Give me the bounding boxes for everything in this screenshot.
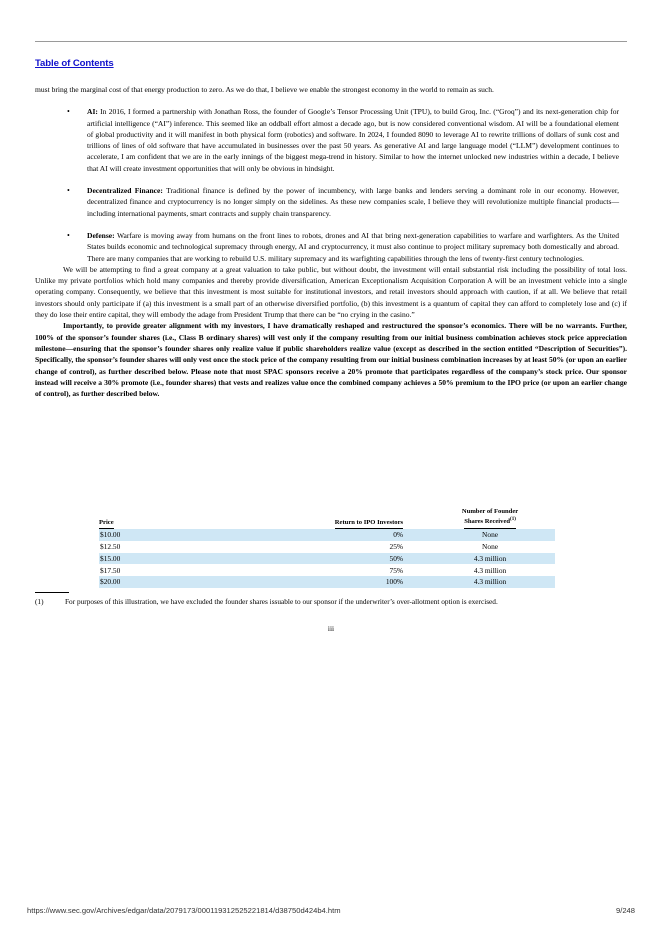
cell-return: 100% [225, 576, 426, 588]
column-header-founder-shares-line2 [464, 516, 516, 528]
bullet-dot-icon: • [67, 186, 70, 196]
source-url: https://www.sec.gov/Archives/edgar/data/2079173/000119312525221814/d38750d424b4.htm [27, 906, 341, 915]
bullet-body-text: Warfare is moving away from humans on the front lines to robots, drones and AI that bring next-generation capabilities to warfare and warfighters. As the United States builds economic and technological supremacy through energy, AI and cryptocurrency, it must also continue to project military supremacy both domestically and abroad. There are many companies that are working to rebuild U.S. military supremacy and its warfighting capabilities through the lens of twenty-first century technologies. [87, 230, 619, 263]
table-header [99, 508, 555, 529]
column-header-return-label: Return to IPO Investors [335, 519, 403, 529]
footnote-text: For purposes of this illustration, we have excluded the founder shares issuable to our sponsor if the underwriter’s over-allotment option is exercised. [65, 597, 498, 606]
alignment-paragraph: Importantly, to provide greater alignment with my investors, I have dramatically reshaped and restructured the sponsor’s economics. There will be no warrants. Further, 100% of the sponsor’s founder shares (i.e., Class B ordinary shares) will vest only if the company resulting from our initial business combination achieves stock price appreciation milestone—ensuring that the sponsor’s founder shares only realize value if public shareholders realize value (except as described in the section entitled “Description of Securities”). Specifically, the sponsor’s founder shares will only vest once the stock price of the company resulting from our initial business combination increases by at least 50% (or upon an earlier change of control), as further described below. Please note that most SPAC sponsors receive a 20% promote that participates regardless of the company’s stock price. Our sponsor instead will receive a 30% promote (i.e., founder shares) that vests and realizes value once the combined company achieves a 50% premium to the IPO price (or upon an earlier change of control), as further described below. [35, 321, 627, 399]
continued-paragraph: must bring the marginal cost of that energy production to zero. As we do that, I believe we enable the strongest economy in the world to remain as such. [35, 85, 494, 94]
footnote-marker: (1) [510, 517, 516, 523]
column-header-price [99, 508, 225, 529]
cell-founder-shares: 4.3 million [425, 553, 555, 565]
table-row [99, 529, 555, 541]
table-row [99, 576, 555, 588]
table-body [99, 529, 555, 588]
cell-founder-shares: None [482, 542, 499, 552]
cell-price: $20.00 [99, 576, 225, 588]
footnote-number: (1) [35, 597, 44, 606]
bullet-dot-icon: • [67, 107, 70, 117]
list-item [67, 185, 619, 219]
cell-price: $12.50 [100, 542, 121, 552]
bullet-lead-label: Defense: [87, 230, 115, 240]
cell-return: 50% [225, 553, 426, 565]
bullet-body-text: Traditional finance is defined by the power of incumbency, with large banks and lenders serving a dominant role in our economy. However, decentralized finance and cryptocurrency is no longer simply on the sidelines. As these new companies scale, I believe they will revolutionize multiple financial products—including international payments, smart contracts and supply chain transparency. [87, 186, 619, 218]
bullet-lead-label: AI: [87, 107, 98, 117]
cell-return: 75% [389, 565, 404, 575]
founder-shares-table [99, 508, 555, 588]
cell-price: $17.50 [100, 565, 121, 575]
cell-return: 25% [389, 542, 404, 552]
browser-print-footer [0, 906, 662, 920]
illustration-table-wrapper [99, 508, 555, 588]
column-header-founder-shares-line1: Number of Founder [461, 508, 519, 515]
bullet-dot-icon: • [67, 230, 70, 240]
page-count: 9/248 [615, 906, 635, 915]
column-header-return [225, 508, 426, 529]
list-item [67, 106, 619, 174]
cell-founder-shares: 4.3 million [425, 576, 555, 588]
risk-paragraph: We will be attempting to find a great company at a great valuation to take public, but without doubt, the investment will entail substantial risk including the possibility of total loss. Unlike my private portfolios which hold many companies and thereby provide diversification, American Exceptionalism Acquisition Corporation A will be an investment vehicle into a single operating company. Consequently, we believe that this investment is most suitable for institutional investors, and retail investors should approach with caution, if at all. We believe that retail investors should only participate if (a) this investment is a small part of an otherwise diversified portfolio, (b) this investment is a quantum of capital they can afford to completely lose and (c) if they do lose their entire capital, they will embody the adage from President Trump that there can be “no crying in the casino.” [35, 264, 627, 320]
table-row [99, 553, 555, 565]
cell-price: $10.00 [99, 529, 225, 541]
table-footnote [35, 596, 615, 607]
bullet-body-text: In 2016, I formed a partnership with Jonathan Ross, the founder of Google’s Tensor Processing Unit (TPU), to build Groq, Inc. (“Groq”) and its next-generation chip for artificial intelligence (“AI”) inference. This seemed like an oddball effort almost a decade ago, but is now considered conventional wisdom. AI will be a foundational element of global productivity and it will manifest in both physical form (robotics) and software. In 2024, I founded 8090 to leverage AI to rewrite trillions of dollars of sunk cost and trillions of lines of old software that have accumulated in businesses over the past 50 years. As generative AI and large language model (“LLM”) development continues to accelerate, I am confident that we are in the early innings of the biggest mega-trend in history. Similar to how the internet unlocked new industries within a decade, I believe that AI will create investment opportunities that will only be obvious in hindsight. [87, 107, 619, 173]
document-body [35, 84, 627, 399]
header-divider [35, 41, 627, 42]
table-header-row [99, 508, 555, 529]
column-header-price-label: Price [99, 519, 114, 529]
table-of-contents-link[interactable]: Table of Contents [35, 58, 114, 69]
table-row [99, 564, 555, 576]
column-header-founder-shares [425, 508, 555, 529]
table-row [99, 541, 555, 553]
cell-founder-shares: None [425, 529, 555, 541]
initiative-bullet-list [35, 106, 627, 264]
cell-price: $15.00 [99, 553, 225, 565]
bullet-lead-label: Decentralized Finance: [87, 186, 163, 196]
cell-return: 0% [225, 529, 426, 541]
list-item [67, 230, 619, 264]
cell-founder-shares: 4.3 million [473, 565, 507, 575]
page-number: iii [327, 624, 335, 633]
column-header-founder-shares-text: Shares Received [464, 518, 511, 526]
footnote-divider [35, 592, 69, 593]
